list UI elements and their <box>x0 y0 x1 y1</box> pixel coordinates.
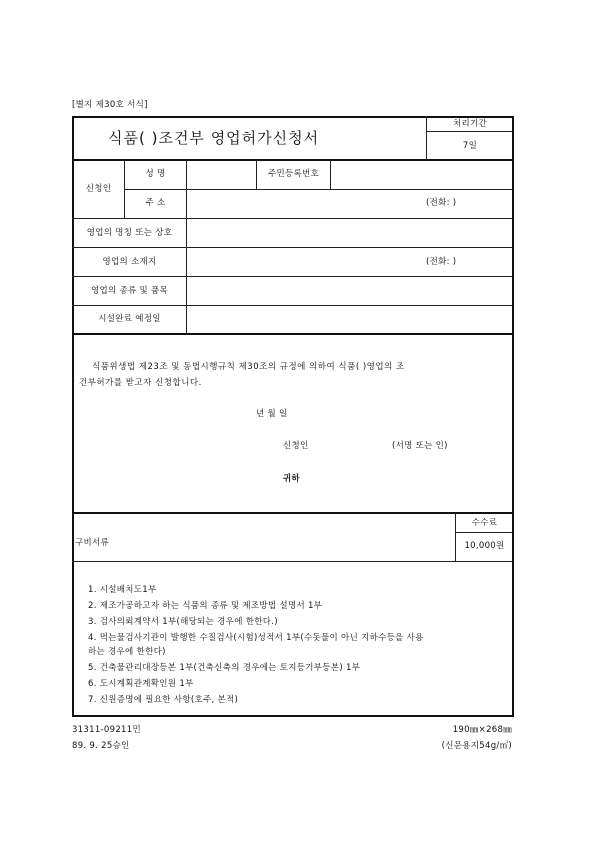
signer-label: 신청인 <box>283 441 309 451</box>
business-location-phone: (전화: ) <box>426 257 457 267</box>
document-item: 4. 먹는물검사기관이 발행한 수질검사(시험)성적서 1부(수돗물이 아닌 지하수등을 사용 <box>88 633 424 643</box>
document-item: 5. 건축물관리대장등본 1부(건축신축의 경우에는 토지등기부등본) 1부 <box>88 663 361 673</box>
document-item: 6. 도시계획관계확인원 1부 <box>88 679 194 689</box>
signer-field[interactable] <box>318 436 388 454</box>
document-item: 1. 시설배치도1부 <box>88 585 157 595</box>
form-title: 식품( )조건부 영업허가신청서 <box>108 129 320 147</box>
statement-line-2: 건부허가를 받고자 신청합니다. <box>79 378 202 388</box>
business-name-label: 영업의 명칭 또는 상호 <box>86 228 173 238</box>
paper-type: (신문용지54g/㎡) <box>441 741 512 751</box>
facility-completion-label: 시설완료 예정일 <box>98 314 161 324</box>
outer-border-left <box>72 116 74 717</box>
document-item: 하는 경우에 한한다) <box>88 647 166 657</box>
address-label: 주 소 <box>145 198 166 208</box>
approval-date: 89. 9. 25승인 <box>72 741 130 751</box>
document-item: 7. 신원증명에 필요한 사항(호주, 본적) <box>88 695 239 705</box>
business-location-field[interactable] <box>188 248 511 275</box>
fee-label: 수수료 <box>471 518 498 528</box>
processing-period-value: 7일 <box>462 141 478 151</box>
business-location-label: 영업의 소재지 <box>102 257 157 267</box>
document-item: 3. 검사의뢰계약서 1부(해당되는 경우에 한한다.) <box>88 617 278 627</box>
rrn-label: 주민등록번호 <box>267 169 320 179</box>
application-date: 년 월 일 <box>256 409 288 419</box>
form-serial-code: 31311-09211민 <box>72 725 141 735</box>
rrn-field[interactable] <box>332 161 511 188</box>
business-name-field[interactable] <box>188 219 511 246</box>
statement-line-1: 식품위생법 제23조 및 동법시행규칙 제30조의 규정에 의하여 식품( )영업의 조 <box>92 362 405 372</box>
name-label: 성 명 <box>145 169 166 179</box>
fee-value: 10,000원 <box>464 541 505 551</box>
business-type-label: 영업의 종류 및 품목 <box>90 286 169 296</box>
required-documents-label: 구비서류 <box>75 538 110 548</box>
signature-hint: (서명 또는 인) <box>392 441 448 451</box>
processing-period-label: 처리기간 <box>452 119 488 129</box>
applicant-label: 신청인 <box>85 184 112 194</box>
document-item: 2. 제조가공하고자 하는 식품의 종류 및 제조방법 설명서 1부 <box>88 601 323 611</box>
address-phone: (전화: ) <box>426 198 457 208</box>
form-code: [별지 제30호 서식] <box>72 100 148 110</box>
outer-border-bottom <box>72 715 514 717</box>
addressee: 귀하 <box>283 474 301 484</box>
outer-border-right <box>512 116 514 717</box>
address-field[interactable] <box>188 190 511 217</box>
facility-completion-field[interactable] <box>188 306 511 333</box>
business-type-field[interactable] <box>188 277 511 304</box>
paper-size: 190㎜×268㎜ <box>452 725 512 735</box>
name-field[interactable] <box>188 161 255 188</box>
